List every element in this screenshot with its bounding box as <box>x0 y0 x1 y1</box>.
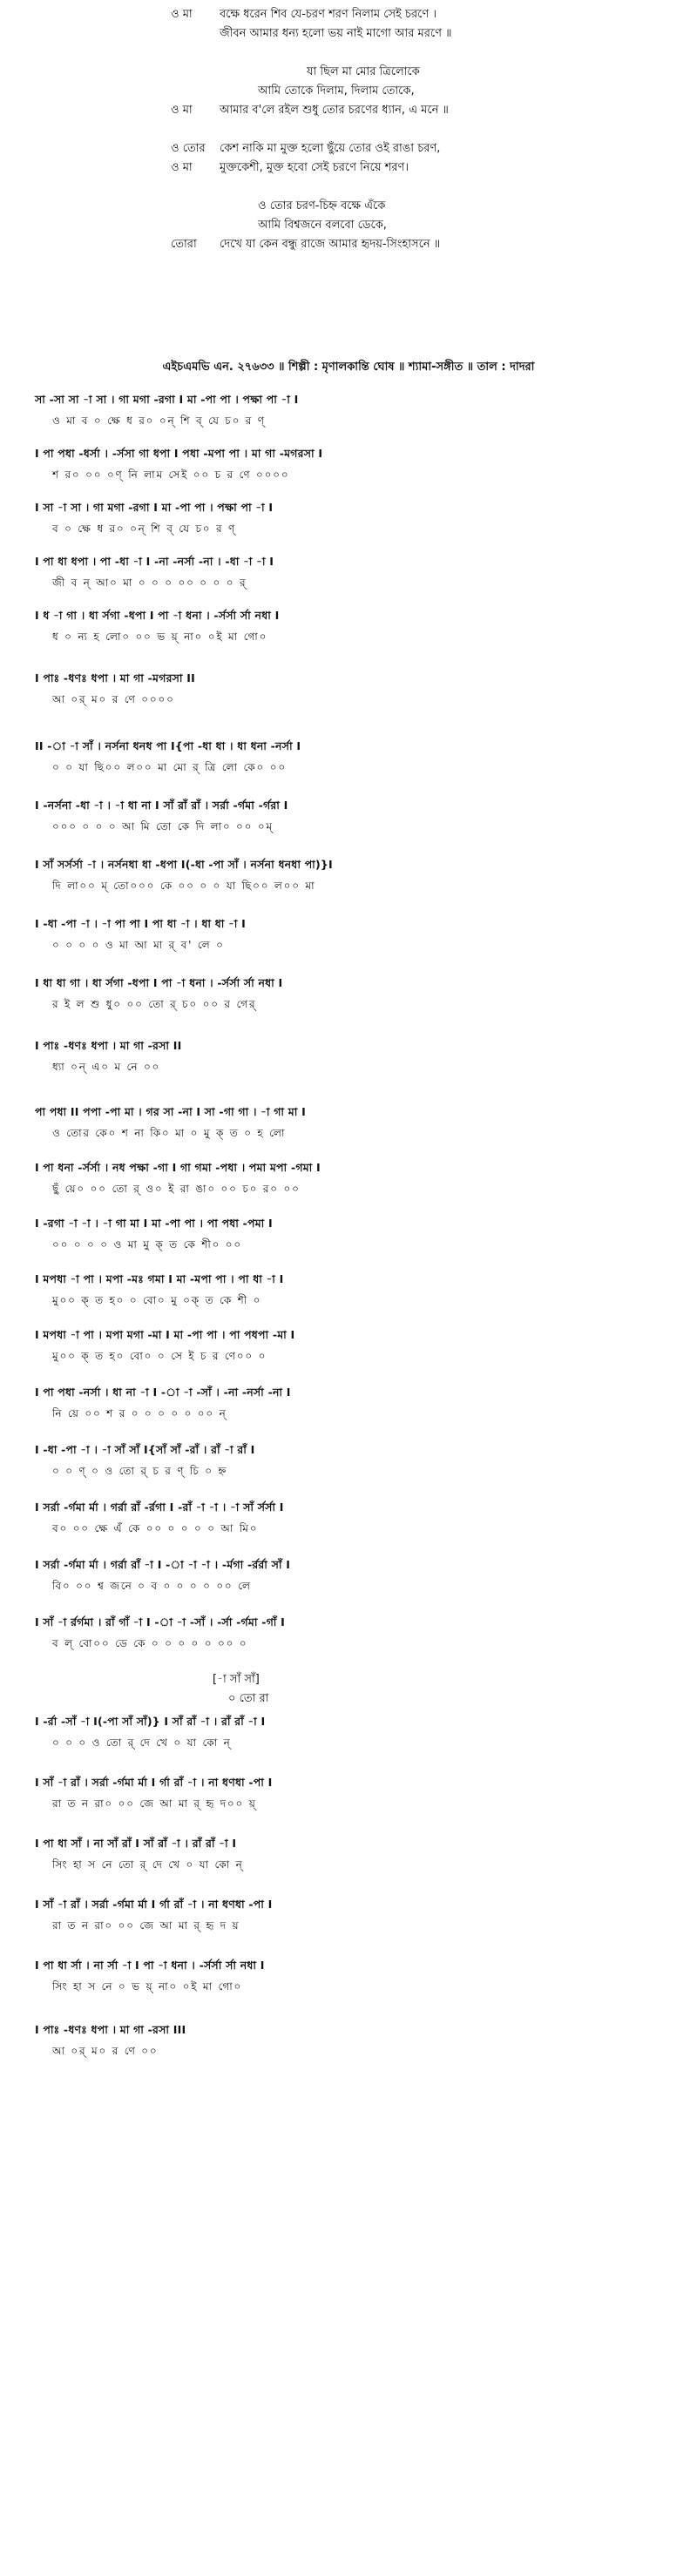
swara-line: I -র্রা -সাঁ -া I(-পা সাঁ সাঁ)} I সাঁ রাঁ -া । রাঁ রাঁ -া I <box>35 1715 266 1728</box>
notation-row <box>35 1834 671 1876</box>
notation-row <box>35 914 671 956</box>
notation-row <box>35 1270 671 1312</box>
swara-line: পা পধা II পপা -পা মা । গর সা -না I সা -গা গা । -া গা মা I <box>35 1105 306 1118</box>
lyric-text: দেখে যা কেন বন্ধু রাজে আমার হৃদয়-সিংহাসনে ॥ <box>220 238 441 251</box>
bol-line: আ ০র্ ম০ র ণে ০০০০ <box>52 693 175 705</box>
lyric-line <box>0 24 697 44</box>
lyric-line <box>0 178 697 197</box>
swara-line: সা -সা সা -া সা । গা মগা -রগা I মা -পা পা । পক্ষা পা -া I <box>35 393 299 406</box>
swara-line: I পা ধনা -র্সর্সা । নধ পক্ষা -গা I গা গমা -পধা । পমা মপা -গমা I <box>35 1161 321 1174</box>
lyric-line <box>0 44 697 63</box>
lyric-text: আমি তোকে দিলাম, দিলাম তোকে, <box>258 84 415 98</box>
swara-line: I -ধা -পা -া । -া সাঁ সাঁ I{সাঁ সাঁ -রাঁ । রাঁ -া রাঁ I <box>35 1443 255 1456</box>
notation-row <box>35 1325 671 1367</box>
swara-line: I পাঃ -ধণঃ ধপা । মা গা -রসা III <box>35 2023 186 2036</box>
notation-row <box>35 1773 671 1815</box>
bol-line: ০০ ০ ০ ০ ও মা মু ক্ ত কে শী০ ০০ <box>52 1238 243 1251</box>
lyric-text: আমি বিশ্বজনে বলবো ডেকে, <box>258 219 387 232</box>
notation-row <box>35 1440 671 1482</box>
bol-line: ছুঁ য়ে০ ০০ তো র্ ও০ ই রা ঙা০ ০০ চ০ র০ ০০ <box>52 1183 301 1195</box>
notation-row <box>35 498 671 540</box>
swara-line: I সাঁ সর্সর্সা -া । নর্সনধা ধা -ধপা I(-ধা -পা সাঁ । নর্সনা ধনধা পা)}I <box>35 858 333 871</box>
bol-line: ০ ০ ০ ০ ও মা আ মা র্ ব' লে ০ <box>52 939 225 951</box>
swara-line: I সাঁ -া রাঁ । সর্রা -র্গমা র্মা I র্গা রাঁ -া । না ধণধা -পা I <box>35 1776 273 1789</box>
notation-row <box>35 974 671 1015</box>
lyric-line <box>0 101 697 120</box>
repeat-marker-swara: [-া সাঁ সাঁ] <box>213 1673 260 1686</box>
record-credit-line: এইচএমভি এন. ২৭৬৩৩ ॥ শিল্পী : মৃণালকান্তি ঘোষ ॥ শ্যামা-সঙ্গীত ॥ তাল : দাদরা <box>162 361 535 374</box>
bol-line: ও তোর কে০ শ না কি০ মা ০ মু ক্ ত ০ হ লো <box>52 1127 287 1139</box>
notation-row <box>35 1712 671 1754</box>
swara-line: I পা ধা সাঁ । না সাঁ রাঁ I সাঁ রাঁ -া । রাঁ রাঁ -া I <box>35 1837 237 1850</box>
bol-line: ব ০ ক্ষে ধ র০ ০ন্ শি ব্ যে চ০ র ণ্ <box>52 523 237 535</box>
notation-row <box>35 855 671 897</box>
lyric-text: আমার ব'লে রইল শুধু তোর চরণের ধ্যান, এ মনে ॥ <box>220 104 449 117</box>
swara-line: I সাঁ -া রাঁ । সর্রা -র্গমা র্মা I র্গা রাঁ -া । না ধণধা -পা I <box>35 1898 273 1911</box>
lyric-line <box>0 63 697 82</box>
lyric-speaker: ও মা <box>171 161 193 174</box>
lyric-line <box>0 82 697 101</box>
notation-row <box>35 606 671 648</box>
swara-line: I মপধা -া পা । মপা -মঃ গমা I মা -মপা পা । পা ধা -া I <box>35 1272 284 1285</box>
lyric-text: কেশ নাকি মা মুক্ত হলো ছুঁয়ে তোর ওই রাঙা চরণ, <box>220 142 441 155</box>
notation-row <box>35 1498 671 1540</box>
bol-line: রা ত ন রা০ ০০ জে আ মা র্ হৃ দ য় <box>52 1919 240 1932</box>
swara-line: I পাঃ -ধণঃ ধপা । মা গা -মগরসা II <box>35 671 196 684</box>
bol-line: ব০ ০০ ক্ষে এঁ কে ০০ ০ ০ ০ ০ আ মি০ <box>52 1522 259 1534</box>
notation-row <box>35 1613 671 1655</box>
swara-line: I পা পধা -নর্সা । ধা না -া I -া -া -সাঁ । -না -নর্সা -না I <box>35 1386 291 1399</box>
lyric-text: মুক্তকেশী, মুক্ত হবো সেই চরণে নিয়ে শরণ। <box>220 161 409 174</box>
notation-row <box>35 1103 671 1144</box>
bol-line: মু০০ ক্ ত হ০ ০ বো০ মু ০ক্ ত কে শী ০ <box>52 1294 262 1306</box>
bol-line: সিং হা স নে ০ ভ য়্ না০ ০ই মা গো০ <box>52 1980 243 1993</box>
swara-line: I পা ধা র্সা । না র্সা -া I পা -া ধনা । -র্সর্সা র্সা নধা I <box>35 1959 265 1972</box>
bol-line: ব ল্ বো০০ ডে কে ০ ০ ০ ০ ০ ০০ ০ <box>52 1637 248 1649</box>
bol-line: র ই ল শু ধু০ ০০ তো র্ চ০ ০০ র গের্ <box>52 998 257 1010</box>
notation-row <box>35 1555 671 1597</box>
notation-row <box>35 796 671 838</box>
bol-line: নি য়ে ০০ শ র ০ ০ ০ ০ ০ ০০ ন্ <box>52 1407 227 1419</box>
bol-line: মু০০ ক্ ত হ০ বো০ ০ সে ই চ র ণে০০ ০ <box>52 1350 267 1362</box>
lyric-text: জীবন আমার ধন্য হলো ভয় নাই মাগো আর মরণে ॥ <box>220 27 452 40</box>
bol-line: ০ ০ যা ছি০০ ল০০ মা মো র্ ত্রি লো কে০ ০০ <box>52 761 287 773</box>
notation-row <box>35 552 671 594</box>
lyric-line <box>0 235 697 254</box>
swara-line: I ধ -া গা । ধা র্সগা -ধপা I পা -া ধনা । -র্সর্সা র্সা নধা I <box>35 609 280 622</box>
lyric-speaker: ও মা <box>171 104 193 117</box>
bol-line: ০ ০ ০ ও তো র্ দে খে ০ যা কো ন্ <box>52 1736 232 1749</box>
repeat-marker-bol: ০ তো রা <box>228 1692 269 1705</box>
bol-line: সিং হা স নে তো র্ দে খে ০ যা কো ন্ <box>52 1858 244 1871</box>
bol-line: ০ ০ ণ্ ০ ও তো র্ চ র ণ্ চি ০ হ্ন <box>52 1465 228 1477</box>
swara-line: I সর্রা -র্গমা র্মা । গর্রা রাঁ -া I -া -া -া । -র্মগা -র্রর্রা সাঁ I <box>35 1558 291 1571</box>
bol-line: ০০০ ০ ০ ০ আ মি তো কে দি লা০ ০০ ০ম্ <box>52 820 274 833</box>
notation-row <box>35 1214 671 1256</box>
notation-row <box>35 1158 671 1200</box>
lyric-line <box>0 197 697 216</box>
lyric-text: ও তোর চরণ-চিহ্ন বক্ষে এঁকে <box>258 199 386 212</box>
swara-line: I -ধা -পা -া । -া পা পা I পা ধা -া । ধা ধা -া I <box>35 917 247 930</box>
lyric-line <box>0 216 697 235</box>
notation-row <box>35 1383 671 1425</box>
bol-line: বি০ ০০ শ্ব জনে ০ ব ০ ০ ০ ০ ০০ লে <box>52 1580 252 1592</box>
notation-row <box>35 2020 671 2062</box>
bol-line: দি লা০০ ম্ তো০০০ কে ০০ ০ ০ যা ছি০০ ল০০ মা <box>52 880 316 892</box>
lyric-speaker: ও তোর <box>171 142 206 155</box>
notation-row <box>35 1036 671 1078</box>
lyric-text: বক্ষে ধরেন শিব যে-চরণ শরণ নিলাম সেই চরণে । <box>220 8 436 21</box>
bol-line: ধ্যা ০ন্ এ০ ম নে ০০ <box>52 1061 161 1073</box>
swara-line: I পা পধা -ধর্সা । -র্সসা গা ধপা I পধা -মপা পা । মা গা -মগরসা I <box>35 447 323 460</box>
swara-line: I পা ধা ধপা । পা -ধা -া I -না -নর্সা -না । -ধা -া -া I <box>35 555 274 568</box>
notation-row <box>35 1956 671 1998</box>
bol-line: আ ০র্ ম০ র ণে ০০ <box>52 2045 159 2057</box>
swara-line: I ধা ধা গা । ধা র্সগা -ধপা I পা -া ধনা । -র্সর্সা র্সা নধা I <box>35 976 283 989</box>
lyric-line <box>0 5 697 24</box>
notation-row <box>35 669 671 711</box>
swara-line: I মপধা -া পা । মপা মগা -মা I মা -পা পা । পা পধপা -মা I <box>35 1328 295 1341</box>
lyrics-block <box>0 5 697 254</box>
notation-row <box>35 390 671 432</box>
swara-line: II -া -া সাঁ । নর্সনা ধনধ পা I{পা -ধা ধা । ধা ধনা -নর্সা I <box>35 739 301 752</box>
bol-line: ও মা ব ০ ক্ষে ধ র০ ০ন্ শি ব্ যে চ০ র ণ্ <box>52 415 266 427</box>
lyric-line <box>0 158 697 178</box>
lyric-line <box>0 120 697 139</box>
bol-line: রা ত ন রা০ ০০ জে আ মা র্ হৃ দ০০ য়্ <box>52 1797 257 1810</box>
lyric-speaker: তোরা <box>171 238 197 251</box>
swara-line: I -রগা -া -া । -া গা মা I মা -পা পা । পা পধা -পমা I <box>35 1217 273 1230</box>
swara-line: I -নর্সনা -ধা -া । -া ধা না I সাঁ রাঁ রাঁ । সর্রা -র্গমা -র্গরা I <box>35 799 288 812</box>
swara-line: I সা -া সা । গা মগা -রগা I মা -পা পা । পক্ষা পা -া I <box>35 501 274 514</box>
notation-row <box>35 1895 671 1937</box>
swara-line: I সাঁ -া র্রর্গমা । রাঁ গাঁ -া I -া -া -সাঁ । -র্সা -র্গমা -গাঁ I <box>35 1615 286 1629</box>
lyric-speaker: ও মা <box>171 8 193 21</box>
lyric-text: যা ছিল মা মোর ত্রিলোকে <box>307 65 420 78</box>
lyric-line <box>0 139 697 158</box>
notation-row <box>35 737 671 779</box>
swara-line: I সর্রা -র্গমা র্মা । গর্রা রাঁ -র্রগা I -রাঁ -া -া । -া সাঁ র্সর্সা I <box>35 1500 284 1514</box>
bol-line: জী ব ন্ আ০ মা ০ ০ ০ ০০ ০ ০ ০ র্ <box>52 577 247 589</box>
bol-line: শ র০ ০০ ০ণ্ নি লাম সেই ০০ চ র ণে ০০০০ <box>52 469 290 481</box>
swara-line: I পাঃ -ধণঃ ধপা । মা গা -রসা II <box>35 1039 182 1052</box>
notation-row <box>35 444 671 486</box>
bol-line: ধ ০ ন্য হ লো০ ০০ ভ য়্ না০ ০ই মা গো০ <box>52 631 268 643</box>
